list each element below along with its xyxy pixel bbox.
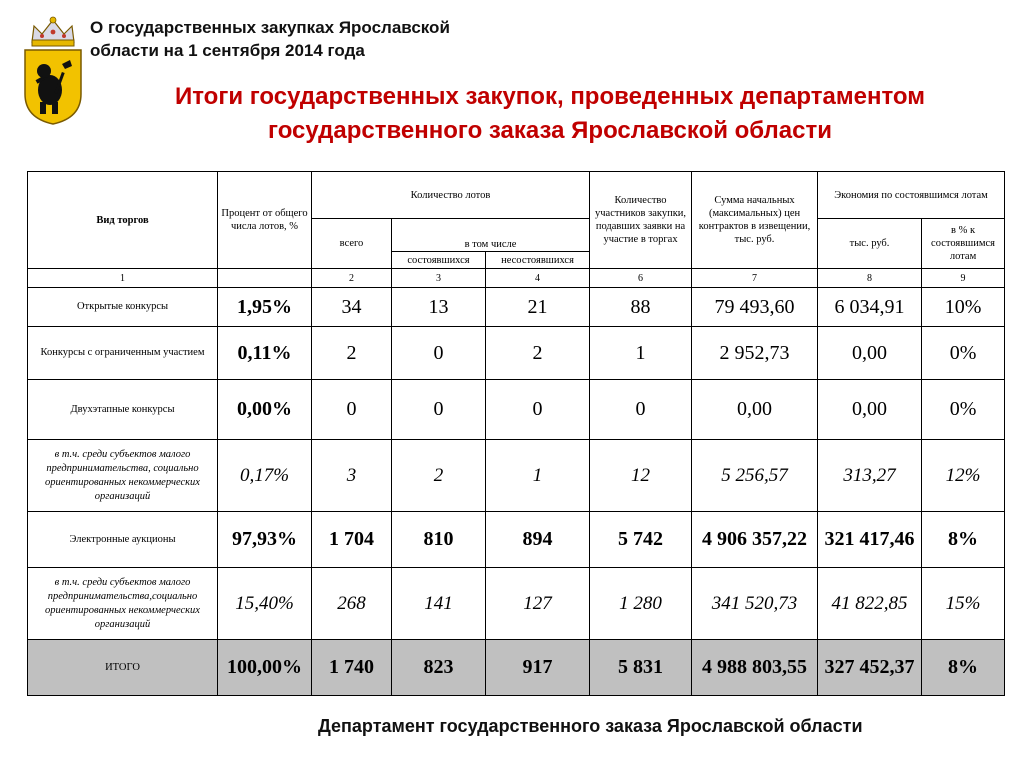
header-lots-total: всего — [312, 219, 392, 269]
row-savings-rub: 313,27 — [818, 440, 922, 512]
row-savings-pct: 8% — [922, 640, 1005, 696]
row-lots-total: 268 — [312, 568, 392, 640]
column-number: 2 — [312, 269, 392, 288]
row-sum: 79 493,60 — [692, 288, 818, 327]
row-sum: 5 256,57 — [692, 440, 818, 512]
row-percent: 97,93% — [218, 512, 312, 568]
row-participants: 12 — [590, 440, 692, 512]
header-type: Вид торгов — [28, 172, 218, 269]
row-savings-rub: 327 452,37 — [818, 640, 922, 696]
row-type: Открытые конкурсы — [28, 288, 218, 327]
header-savings: Экономия по состоявшимся лотам — [818, 172, 1005, 219]
title-line-2: государственного заказа Ярославской области — [268, 117, 832, 144]
header-held: состоявшихся — [392, 252, 486, 269]
page-title — [90, 80, 1010, 148]
subtitle-line-2: области на 1 сентября 2014 года — [90, 41, 365, 60]
row-participants: 1 — [590, 327, 692, 380]
table-row — [28, 512, 1005, 568]
row-percent: 0,17% — [218, 440, 312, 512]
row-lots-total: 1 740 — [312, 640, 392, 696]
header-percent: Процент от общего числа лотов, % — [218, 172, 312, 269]
row-participants: 0 — [590, 380, 692, 440]
column-number: 7 — [692, 269, 818, 288]
row-lots-held: 2 — [392, 440, 486, 512]
row-type: Конкурсы с ограниченным участием — [28, 327, 218, 380]
row-savings-rub: 6 034,91 — [818, 288, 922, 327]
column-number: 4 — [486, 269, 590, 288]
row-lots-held: 13 — [392, 288, 486, 327]
row-percent: 15,40% — [218, 568, 312, 640]
row-lots-total: 2 — [312, 327, 392, 380]
row-lots-not-held: 0 — [486, 380, 590, 440]
title-line-1: Итоги государственных закупок, проведенных департаментом — [174, 83, 926, 110]
row-lots-total: 1 704 — [312, 512, 392, 568]
subtitle-line-1: О государственных закупках Ярославской — [90, 18, 450, 37]
row-participants: 1 280 — [590, 568, 692, 640]
row-savings-pct: 10% — [922, 288, 1005, 327]
table-row — [28, 327, 1005, 380]
column-number: 3 — [392, 269, 486, 288]
row-sum: 0,00 — [692, 380, 818, 440]
table-row — [28, 568, 1005, 640]
row-type: в т.ч. среди субъектов малого предпринимательства,социально ориентированных некоммерческих организаций — [28, 568, 218, 640]
row-percent: 100,00% — [218, 640, 312, 696]
column-number: 9 — [922, 269, 1005, 288]
row-lots-not-held: 21 — [486, 288, 590, 327]
header-lots: Количество лотов — [312, 172, 590, 219]
table-row — [28, 380, 1005, 440]
row-lots-held: 810 — [392, 512, 486, 568]
row-savings-pct: 0% — [922, 327, 1005, 380]
footer-department: Департамент государственного заказа Ярославской области — [318, 716, 863, 736]
row-percent: 1,95% — [218, 288, 312, 327]
row-lots-held: 0 — [392, 380, 486, 440]
column-numbers-row — [28, 269, 1005, 288]
row-lots-not-held: 1 — [486, 440, 590, 512]
row-sum: 341 520,73 — [692, 568, 818, 640]
row-lots-not-held: 127 — [486, 568, 590, 640]
column-number: 8 — [818, 269, 922, 288]
row-lots-total: 34 — [312, 288, 392, 327]
header-participants: Количество участников закупки, подавших заявки на участие в торгах — [590, 172, 692, 269]
row-savings-pct: 8% — [922, 512, 1005, 568]
yaroslavl-oblast-emblem-icon — [22, 14, 84, 126]
header-sum: Сумма начальных (максимальных) цен контрактов в извещении, тыс. руб. — [692, 172, 818, 269]
row-savings-rub: 0,00 — [818, 327, 922, 380]
row-sum: 4 988 803,55 — [692, 640, 818, 696]
row-type: Электронные аукционы — [28, 512, 218, 568]
header-savings-rub: тыс. руб. — [818, 219, 922, 269]
row-lots-total: 0 — [312, 380, 392, 440]
crown-icon — [32, 17, 74, 46]
row-type: ИТОГО — [28, 640, 218, 696]
row-lots-not-held: 2 — [486, 327, 590, 380]
row-lots-held: 823 — [392, 640, 486, 696]
column-number: 1 — [28, 269, 218, 288]
table-row-total — [28, 640, 1005, 696]
row-savings-pct: 0% — [922, 380, 1005, 440]
row-participants: 5 831 — [590, 640, 692, 696]
row-lots-held: 0 — [392, 327, 486, 380]
row-sum: 2 952,73 — [692, 327, 818, 380]
row-type: Двухэтапные конкурсы — [28, 380, 218, 440]
row-savings-rub: 321 417,46 — [818, 512, 922, 568]
row-sum: 4 906 357,22 — [692, 512, 818, 568]
header-not-held: несостоявшихся — [486, 252, 590, 269]
row-percent: 0,11% — [218, 327, 312, 380]
procurement-results-table — [27, 171, 1005, 696]
row-savings-rub: 0,00 — [818, 380, 922, 440]
table-row — [28, 288, 1005, 327]
row-lots-not-held: 917 — [486, 640, 590, 696]
table-row — [28, 440, 1005, 512]
row-type: в т.ч. среди субъектов малого предпринимательства, социально ориентированных некоммерческих организаций — [28, 440, 218, 512]
row-lots-held: 141 — [392, 568, 486, 640]
row-savings-rub: 41 822,85 — [818, 568, 922, 640]
header-lots-including: в том числе — [392, 219, 590, 252]
row-participants: 5 742 — [590, 512, 692, 568]
row-participants: 88 — [590, 288, 692, 327]
row-lots-not-held: 894 — [486, 512, 590, 568]
header-savings-pct: в % к состоявшимся лотам — [922, 219, 1005, 269]
column-number — [218, 269, 312, 288]
column-number: 6 — [590, 269, 692, 288]
row-percent: 0,00% — [218, 380, 312, 440]
document-subtitle — [90, 16, 530, 62]
row-lots-total: 3 — [312, 440, 392, 512]
row-savings-pct: 15% — [922, 568, 1005, 640]
row-savings-pct: 12% — [922, 440, 1005, 512]
